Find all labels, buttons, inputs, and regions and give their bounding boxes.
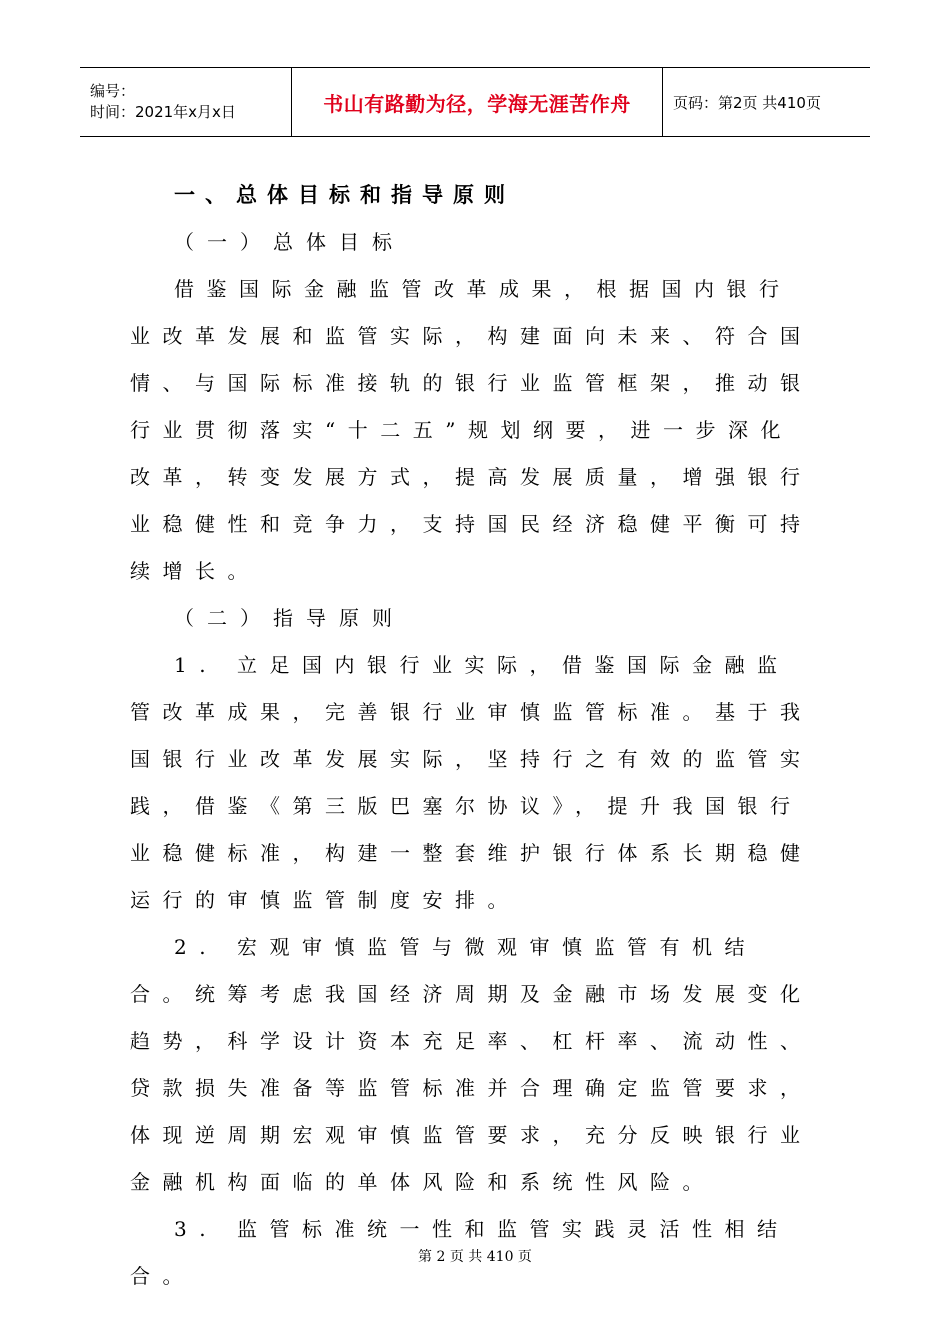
- page-header: [80, 67, 870, 137]
- document-number-label: 编号：: [90, 82, 136, 100]
- paragraph-principle-2: 2. 宏观审慎监管与微观审慎监管有机结合。统筹考虑我国经济周期及金融市场发展变化趋势，科学设计资本充足率、杠杆率、流动性、贷款损失准备等监管标准并合理确定监管要求，体现逆周期宏观审慎监管要求，充分反映银行业金融机构面临的单体风险和系统性风险。: [130, 935, 813, 1194]
- subsection-heading-principles: （二）指导原则: [174, 606, 405, 630]
- document-date-label: 时间：2021年x月x日: [90, 103, 236, 121]
- header-motto-cell: [292, 68, 663, 137]
- section-heading: 一、总体目标和指导原则: [174, 183, 515, 207]
- paragraph-principle-1: 1. 立足国内银行业实际，借鉴国际金融监管改革成果，完善银行业审慎监管标准。基于我国银行业改革发展实际，坚持行之有效的监管实践，借鉴《第三版巴塞尔协议》，提升我国银行业稳健标准，构建一整套维护银行体系长期稳健运行的审慎监管制度安排。: [130, 653, 813, 912]
- header-page-cell: [663, 68, 871, 137]
- subsection-heading-goals: （一）总体目标: [174, 230, 405, 254]
- header-page-number: 页码：第2页 共410页: [673, 93, 821, 112]
- page-footer: 第 2 页 共 410 页: [418, 1249, 532, 1265]
- document-body: [130, 172, 830, 1300]
- paragraph-principle-3: 3. 监管标准统一性和监管实践灵活性相结合。: [130, 1217, 790, 1288]
- header-motto: 书山有路勤为径，学海无涯苦作舟: [323, 91, 631, 116]
- header-meta-cell: [80, 68, 292, 137]
- paragraph-goals: 借鉴国际金融监管改革成果，根据国内银行业改革发展和监管实际，构建面向未来、符合国情、与国际标准接轨的银行业监管框架，推动银行业贯彻落实“十二五”规划纲要，进一步深化改革，转变发展方式，提高发展质量，增强银行业稳健性和竞争力，支持国民经济稳健平衡可持续增长。: [130, 277, 813, 583]
